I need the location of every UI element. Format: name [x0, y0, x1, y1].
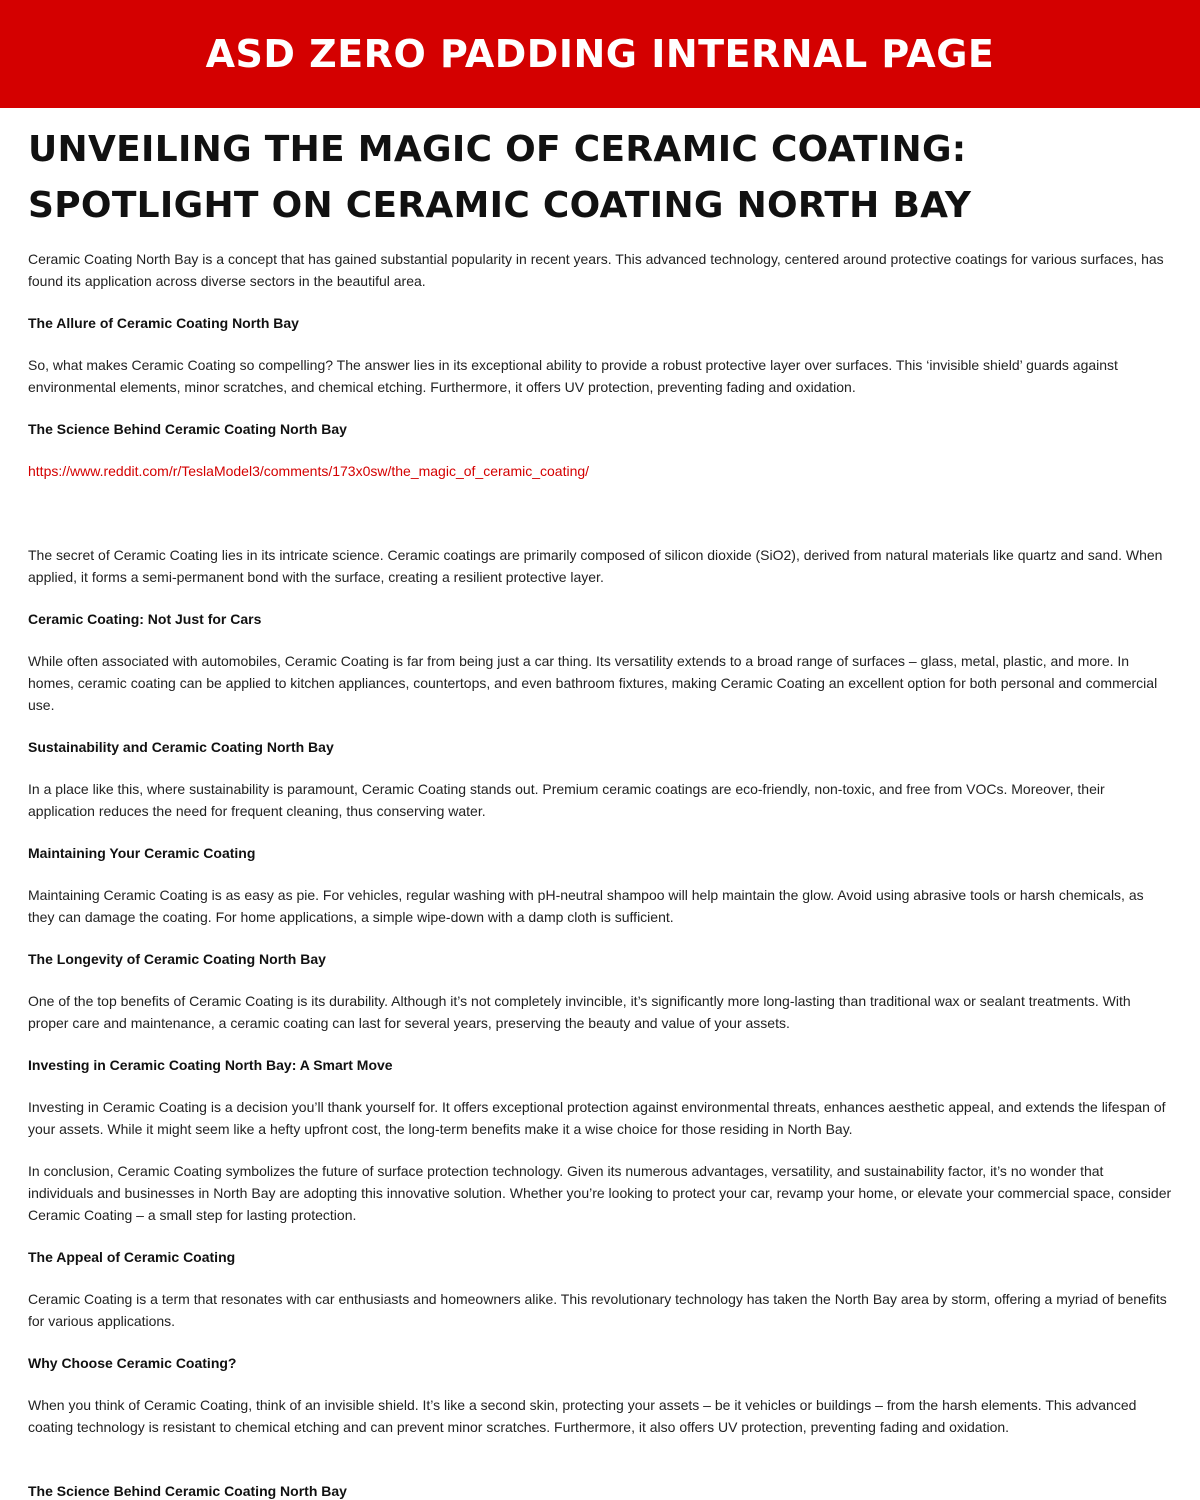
paragraph-sustainability: In a place like this, where sustainability is paramount, Ceramic Coating stands out. Premium ceramic coatings are eco-friendly, non-toxic, and free from VOCs. Moreover, their application reduces the need for frequent cleaning, thus conserving water. [28, 781, 1105, 819]
article-title-line-1: UNVEILING THE MAGIC OF CERAMIC COATING: [28, 129, 967, 170]
intro-paragraph: Ceramic Coating North Bay is a concept that has gained substantial popularity in recent years. This advanced technology, centered around protective coatings for various surfaces, has found its application across diverse sectors in the beautiful area. [28, 251, 1164, 289]
article-title [28, 122, 1172, 234]
article-title-line-2: SPOTLIGHT ON CERAMIC COATING NORTH BAY [28, 185, 972, 226]
spacer [28, 1458, 1172, 1480]
subheading-appeal: The Appeal of Ceramic Coating [28, 1249, 236, 1265]
subheading-science: The Science Behind Ceramic Coating North Bay [28, 421, 347, 437]
subheading-longevity: The Longevity of Ceramic Coating North Bay [28, 951, 326, 967]
paragraph-longevity: One of the top benefits of Ceramic Coating is its durability. Although it’s not completely invincible, it’s significantly more long-lasting than traditional wax or sealant treatments. With proper care and maintenance, a ceramic coating can last for several years, preserving the beauty and value of your assets. [28, 993, 1131, 1031]
paragraph-why: When you think of Ceramic Coating, think of an invisible shield. It’s like a second skin, protecting your assets – be it vehicles or buildings – from the harsh elements. This advanced coating technology is resistant to chemical etching and can prevent minor scratches. Furthermore, it also offers UV protection, preventing fading and oxidation. [28, 1397, 1137, 1435]
paragraph-conclusion: In conclusion, Ceramic Coating symbolizes the future of surface protection technology. Given its numerous advantages, versatility, and sustainability factor, it’s no wonder that individuals and businesses in North Bay are adopting this innovative solution. Whether you’re looking to protect your car, revamp your home, or elevate your commercial space, consider Ceramic Coating – a small step for lasting protection. [28, 1163, 1172, 1223]
subheading-sustainability: Sustainability and Ceramic Coating North Bay [28, 739, 334, 755]
page-banner [0, 0, 1200, 108]
reddit-link[interactable]: https://www.reddit.com/r/TeslaModel3/comments/173x0sw/the_magic_of_ceramic_coating/ [28, 463, 590, 479]
subheading-why: Why Choose Ceramic Coating? [28, 1355, 237, 1371]
paragraph-appeal: Ceramic Coating is a term that resonates with car enthusiasts and homeowners alike. This revolutionary technology has taken the North Bay area by storm, offering a myriad of benefits for various applications. [28, 1291, 1167, 1329]
paragraph-science: The secret of Ceramic Coating lies in its intricate science. Ceramic coatings are primarily composed of silicon dioxide (SiO2), derived from natural materials like quartz and sand. When applied, it forms a semi-permanent bond with the surface, creating a resilient protective layer. [28, 547, 1163, 585]
link-paragraph [28, 460, 1172, 482]
subheading-allure: The Allure of Ceramic Coating North Bay [28, 315, 299, 331]
subheading-science-2: The Science Behind Ceramic Coating North Bay [28, 1483, 347, 1499]
banner-title: ASD ZERO PADDING INTERNAL PAGE [205, 32, 995, 76]
paragraph-allure: So, what makes Ceramic Coating so compelling? The answer lies in its exceptional ability to provide a robust protective layer over surfaces. This ‘invisible shield’ guards against environmental elements, minor scratches, and chemical etching. Furthermore, it offers UV protection, preventing fading and oxidation. [28, 357, 1118, 395]
paragraph-cars: While often associated with automobiles, Ceramic Coating is far from being just a car thing. Its versatility extends to a broad range of surfaces – glass, metal, plastic, and more. In homes, ceramic coating can be applied to kitchen appliances, countertops, and even bathroom fixtures, making Ceramic Coating an excellent option for both personal and commercial use. [28, 653, 1158, 713]
paragraph-maintaining: Maintaining Ceramic Coating is as easy as pie. For vehicles, regular washing with pH-neutral shampoo will help maintain the glow. Avoid using abrasive tools or harsh chemicals, as they can damage the coating. For home applications, a simple wipe-down with a damp cloth is sufficient. [28, 887, 1144, 925]
paragraph-investing: Investing in Ceramic Coating is a decision you’ll thank yourself for. It offers exceptional protection against environmental threats, enhances aesthetic appeal, and extends the lifespan of your assets. While it might seem like a hefty upfront cost, the long-term benefits make it a wise choice for those residing in North Bay. [28, 1099, 1166, 1137]
subheading-cars: Ceramic Coating: Not Just for Cars [28, 611, 262, 627]
subheading-maintaining: Maintaining Your Ceramic Coating [28, 845, 256, 861]
subheading-investing: Investing in Ceramic Coating North Bay: A Smart Move [28, 1057, 393, 1073]
article [0, 122, 1200, 1500]
